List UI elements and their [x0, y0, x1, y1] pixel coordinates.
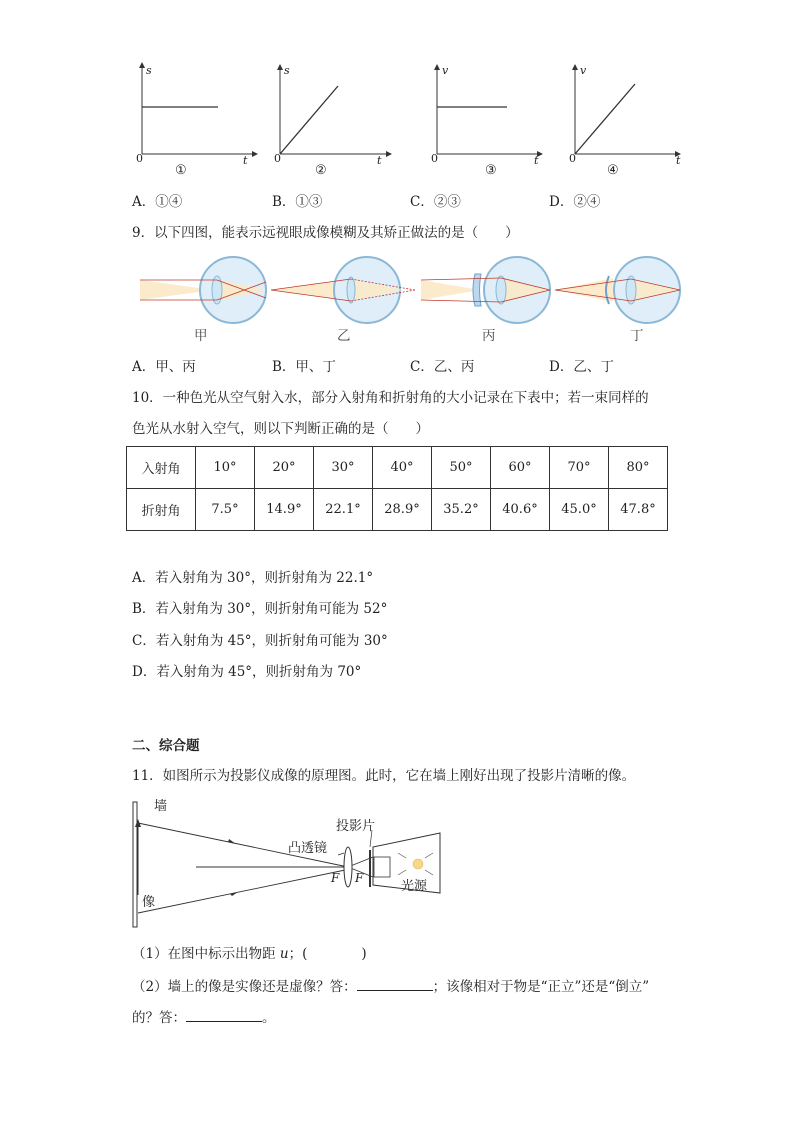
focus-label-right: F: [355, 871, 364, 885]
image-label: 像: [142, 895, 156, 910]
q10-stem-line2: 色光从水射入空气，则以下判断正确的是（ ）: [132, 421, 429, 437]
q8-option-b[interactable]: B．①③: [272, 194, 323, 210]
q8-option-d[interactable]: D．②④: [549, 194, 601, 210]
q9-option-d[interactable]: D．乙、丁: [549, 359, 614, 375]
lens-label: 凸透镜: [288, 841, 328, 856]
q11-part1-var: u: [279, 946, 289, 962]
table-cell: 60°: [491, 447, 550, 489]
table-row-refraction: [127, 489, 668, 531]
graph-4-origin: 0: [569, 152, 576, 165]
section-title: 二、综合题: [132, 738, 200, 754]
q9-label-ding: 丁: [630, 328, 644, 344]
q10-option-c[interactable]: C．若入射角为 45°，则折射角可能为 30°: [132, 633, 388, 649]
graph-4-marker: ④: [607, 163, 619, 178]
graph-1-origin: 0: [136, 152, 143, 165]
table-cell: 70°: [550, 447, 609, 489]
q11-part2: [132, 976, 649, 996]
q9-label-bing: 丙: [482, 328, 496, 344]
graph-3-marker: ③: [485, 163, 497, 178]
graph-4-ylabel: v: [580, 64, 587, 77]
q11-projector-svg: [128, 795, 448, 935]
eye-bing: [421, 257, 550, 323]
wall-label: 墙: [154, 799, 168, 814]
q8-option-a[interactable]: A．①④: [132, 194, 183, 210]
table-cell: 40°: [373, 447, 432, 489]
table-cell: 14.9°: [255, 489, 314, 531]
graph-3-xlabel: t: [534, 154, 539, 167]
light-source-shape: [413, 859, 423, 869]
q10-option-d[interactable]: D．若入射角为 45°，则折射角为 70°: [132, 664, 362, 680]
answer-blank-2[interactable]: [186, 1007, 262, 1022]
graph-3-origin: 0: [431, 152, 438, 165]
q8-option-c[interactable]: C．②③: [410, 194, 461, 210]
graph-1-ylabel: s: [146, 64, 152, 77]
table-cell: 40.6°: [491, 489, 550, 531]
lens-shape: [344, 847, 352, 887]
table-cell: 50°: [432, 447, 491, 489]
table-cell: 30°: [314, 447, 373, 489]
table-cell: 80°: [609, 447, 668, 489]
q11-part1-prefix: （1）在图中标示出物距: [132, 946, 280, 962]
q9-eye-figures: [135, 252, 690, 332]
eye-ding: [555, 257, 680, 323]
graph-2-svg: [268, 62, 398, 167]
graph-3: [425, 62, 575, 182]
q11-part2-line2: [132, 1007, 276, 1027]
q10-angle-table: [126, 446, 668, 531]
q9-option-b[interactable]: B．甲、丁: [272, 359, 336, 375]
q10-option-a[interactable]: A．若入射角为 30°，则折射角为 22.1°: [132, 570, 374, 586]
q10-option-b[interactable]: B．若入射角为 30°，则折射角可能为 52°: [132, 601, 388, 617]
slide-label: 投影片: [336, 819, 376, 834]
table-header-incidence: 入射角: [127, 447, 196, 489]
q9-label-jia: 甲: [194, 328, 208, 344]
q11-part1-suffix: ；( ): [288, 946, 367, 962]
graph-4: [563, 62, 713, 182]
q9-option-a[interactable]: A．甲、丙: [132, 359, 196, 375]
graph-2-line: [280, 86, 338, 154]
eye-yi: [271, 257, 415, 323]
q9-label-yi: 乙: [337, 328, 351, 344]
q11-part2-question: （2）墙上的像是实像还是虚像？答：: [132, 979, 357, 995]
graph-1-marker: ①: [175, 163, 187, 178]
q11-stem: 11．如图所示为投影仪成像的原理图。此时，它在墙上刚好出现了投影片清晰的像。: [132, 768, 636, 784]
table-cell: 20°: [255, 447, 314, 489]
graph-1-xlabel: t: [243, 154, 248, 167]
graph-4-svg: [563, 62, 693, 167]
focus-label-left: F: [331, 871, 340, 885]
q9-stem: 9．以下四图，能表示远视眼成像模糊及其矫正做法的是（ ）: [132, 225, 519, 241]
table-cell: 35.2°: [432, 489, 491, 531]
table-cell: 28.9°: [373, 489, 432, 531]
graph-2-ylabel: s: [284, 64, 290, 77]
table-cell: 22.1°: [314, 489, 373, 531]
graph-2: [268, 62, 418, 182]
table-cell: 7.5°: [196, 489, 255, 531]
graph-3-svg: [425, 62, 555, 167]
graph-2-xlabel: t: [377, 154, 382, 167]
table-cell: 10°: [196, 447, 255, 489]
graph-1-svg: [130, 62, 260, 167]
graph-4-xlabel: t: [676, 154, 681, 167]
q11-part1: [132, 945, 367, 963]
graph-2-marker: ②: [315, 163, 327, 178]
table-header-refraction: 折射角: [127, 489, 196, 531]
answer-blank-1[interactable]: [357, 976, 433, 991]
eye-jia: [140, 257, 266, 323]
graph-2-origin: 0: [274, 152, 281, 165]
q9-option-c[interactable]: C．乙、丙: [410, 359, 475, 375]
q11-part2-question-c: 的？答：: [132, 1010, 186, 1026]
q9-eye-svg: [135, 252, 690, 332]
q11-part2-end: 。: [262, 1010, 276, 1026]
graph-1: [130, 62, 280, 182]
light-source-label: 光源: [401, 879, 428, 894]
q11-part2-question-b: ；该像相对于物是“正立”还是“倒立”: [432, 979, 650, 995]
graph-4-line: [575, 84, 635, 154]
table-row-incidence: [127, 447, 668, 489]
q10-stem-line1: 10．一种色光从空气射入水，部分入射角和折射角的大小记录在下表中；若一束同样的: [132, 390, 649, 406]
table-cell: 47.8°: [609, 489, 668, 531]
q11-projector-figure: [128, 795, 448, 935]
graph-3-ylabel: v: [442, 64, 449, 77]
table-cell: 45.0°: [550, 489, 609, 531]
wall-shape: [133, 802, 137, 927]
